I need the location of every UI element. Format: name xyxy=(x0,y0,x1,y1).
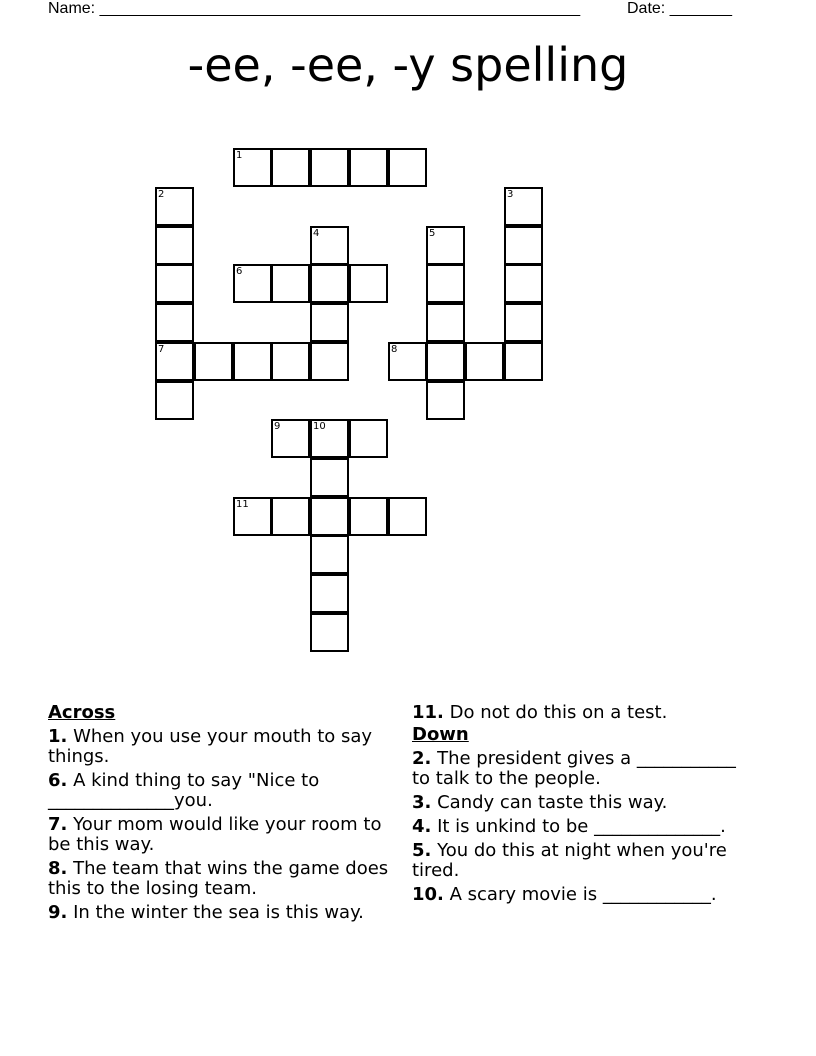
grid-cell[interactable] xyxy=(233,264,272,303)
grid-cell[interactable] xyxy=(271,148,310,187)
clue-number-label: 10 xyxy=(313,421,326,432)
clues-right-column xyxy=(412,701,757,905)
grid-cell[interactable] xyxy=(271,342,310,381)
clue-down-5 xyxy=(412,841,757,881)
clue-number: 2. xyxy=(412,748,432,769)
clue-number-label: 4 xyxy=(313,228,320,239)
grid-cell[interactable] xyxy=(388,497,427,536)
grid-cell[interactable] xyxy=(310,226,349,265)
clue-number: 1. xyxy=(48,726,68,747)
grid-cell[interactable] xyxy=(194,342,233,381)
grid-cell[interactable] xyxy=(233,342,272,381)
clue-number: 6. xyxy=(48,770,68,791)
clue-text: Do not do this on a test. xyxy=(443,702,668,723)
grid-cell[interactable] xyxy=(504,264,543,303)
clue-down-3 xyxy=(412,793,757,813)
clue-text: Candy can taste this way. xyxy=(431,792,668,813)
clue-across-9 xyxy=(48,903,398,923)
grid-cell[interactable] xyxy=(310,535,349,574)
clue-number-label: 1 xyxy=(236,150,243,161)
clue-text: The president gives a ___________ to talk to the people. xyxy=(412,748,736,789)
clue-across-8 xyxy=(48,859,398,899)
clue-number: 5. xyxy=(412,840,432,861)
clue-number-label: 7 xyxy=(158,344,165,355)
grid-cell[interactable] xyxy=(233,148,272,187)
grid-cell[interactable] xyxy=(388,148,427,187)
clue-number: 9. xyxy=(48,902,68,923)
clue-down-10 xyxy=(412,885,757,905)
clue-text: When you use your mouth to say things. xyxy=(48,726,373,767)
grid-cell[interactable] xyxy=(426,303,465,342)
clue-number: 10. xyxy=(412,884,444,905)
grid-cell[interactable] xyxy=(155,264,194,303)
grid-cell[interactable] xyxy=(310,419,349,458)
grid-cell[interactable] xyxy=(271,264,310,303)
clue-down-2 xyxy=(412,749,757,789)
clue-number: 7. xyxy=(48,814,68,835)
clue-number-label: 9 xyxy=(274,421,281,432)
grid-cell[interactable] xyxy=(310,574,349,613)
grid-cell[interactable] xyxy=(426,264,465,303)
clue-across-1 xyxy=(48,727,398,767)
grid-cell[interactable] xyxy=(310,613,349,652)
clue-number: 3. xyxy=(412,792,432,813)
clue-number: 8. xyxy=(48,858,68,879)
grid-cell[interactable] xyxy=(155,381,194,420)
grid-cell[interactable] xyxy=(310,264,349,303)
page-title: -ee, -ee, -y spelling xyxy=(187,38,629,92)
grid-cell[interactable] xyxy=(465,342,504,381)
clue-down-4 xyxy=(412,817,757,837)
clue-number: 4. xyxy=(412,816,432,837)
grid-cell[interactable] xyxy=(310,497,349,536)
grid-cell[interactable] xyxy=(504,226,543,265)
grid-cell[interactable] xyxy=(349,148,388,187)
clue-number-label: 6 xyxy=(236,266,243,277)
clue-text: You do this at night when you're tired. xyxy=(412,840,727,881)
grid-cell[interactable] xyxy=(349,264,388,303)
down-heading: Down xyxy=(412,724,469,745)
clue-number-label: 2 xyxy=(158,189,165,200)
clue-text: It is unkind to be ______________. xyxy=(431,816,726,837)
grid-cell[interactable] xyxy=(155,187,194,226)
grid-cell[interactable] xyxy=(155,226,194,265)
clue-text: A scary movie is ____________. xyxy=(443,884,717,905)
clue-number-label: 11 xyxy=(236,499,249,510)
name-field-label: Name: ______________________________________________________ xyxy=(48,0,581,17)
clue-text: The team that wins the game does this to the losing team. xyxy=(48,858,389,899)
grid-cell[interactable] xyxy=(426,342,465,381)
grid-cell[interactable] xyxy=(310,342,349,381)
clue-number: 11. xyxy=(412,702,444,723)
grid-cell[interactable] xyxy=(310,303,349,342)
grid-cell[interactable] xyxy=(388,342,427,381)
grid-cell[interactable] xyxy=(310,458,349,497)
across-heading: Across xyxy=(48,702,116,723)
grid-cell[interactable] xyxy=(155,303,194,342)
grid-cell[interactable] xyxy=(155,342,194,381)
clue-across-6 xyxy=(48,771,398,811)
grid-cell[interactable] xyxy=(504,303,543,342)
clue-number-label: 5 xyxy=(429,228,436,239)
grid-cell[interactable] xyxy=(310,148,349,187)
date-field-label: Date: _______ xyxy=(627,0,732,17)
grid-cell[interactable] xyxy=(271,497,310,536)
grid-cell[interactable] xyxy=(426,381,465,420)
clue-across-11 xyxy=(412,703,757,723)
grid-cell[interactable] xyxy=(504,342,543,381)
clue-across-7 xyxy=(48,815,398,855)
clue-number-label: 8 xyxy=(391,344,398,355)
grid-cell[interactable] xyxy=(349,497,388,536)
clues-left-column xyxy=(48,701,398,923)
clue-text: A kind thing to say "Nice to ______________you. xyxy=(48,770,320,811)
grid-cell[interactable] xyxy=(504,187,543,226)
clue-number-label: 3 xyxy=(507,189,514,200)
grid-cell[interactable] xyxy=(426,226,465,265)
grid-cell[interactable] xyxy=(233,497,272,536)
clue-text: In the winter the sea is this way. xyxy=(67,902,364,923)
clue-text: Your mom would like your room to be this way. xyxy=(48,814,382,855)
grid-cell[interactable] xyxy=(271,419,310,458)
grid-cell[interactable] xyxy=(349,419,388,458)
